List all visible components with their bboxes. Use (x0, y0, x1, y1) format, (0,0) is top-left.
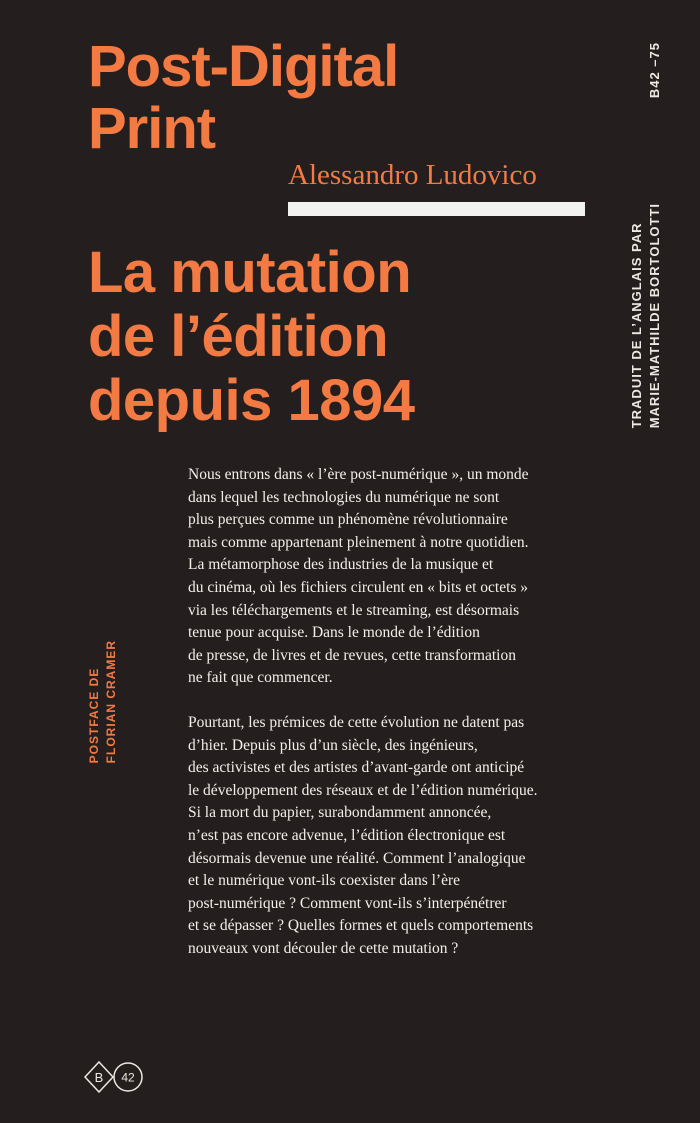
blurb-line: mais comme appartenant pleinement à notre quotidien. (188, 533, 529, 551)
blurb-line: nouveaux vont découler de cette mutation ? (188, 939, 459, 957)
french-title-line: de l’édition (88, 304, 389, 369)
blurb-line: du cinéma, où les fichiers circulent en « bits et octets » (188, 578, 529, 596)
blurb-line: ne fait que commencer. (188, 669, 333, 687)
series-code: B42 –75 (647, 42, 662, 99)
blurb-line: désormais devenue une réalité. Comment l’analogique (188, 849, 526, 867)
blurb-line: le développement des réseaux et de l’édition numérique. (188, 781, 538, 799)
postface-credit-line: POSTFACE DE (87, 667, 101, 764)
blurb-line: post-numérique ? Comment vont-ils s’interpénétrer (188, 894, 507, 912)
blurb-line: Si la mort du papier, surabondamment annoncée, (188, 804, 492, 822)
divider-bar (288, 202, 585, 216)
translator-credit-line: MARIE-MATHILDE BORTOLOTTI (647, 203, 662, 429)
english-title-line: Post-Digital (88, 34, 399, 99)
blurb-line: n’est pas encore advenue, l’édition électronique est (188, 826, 506, 844)
blurb-paragraph (188, 464, 628, 690)
blurb-line: de presse, de livres et de revues, cette transformation (188, 646, 516, 664)
french-title-line: depuis 1894 (88, 368, 415, 433)
blurb-line: La métamorphose des industries de la musique et (188, 556, 494, 574)
translator-credit (628, 203, 664, 428)
logo-letter: B (94, 1070, 104, 1085)
french-title (88, 241, 415, 433)
postface-credit (86, 640, 120, 763)
author-name: Alessandro Ludovico (288, 159, 537, 191)
blurb-line: tenue pour acquise. Dans le monde de l’édition (188, 624, 480, 642)
blurb-paragraph (188, 712, 628, 961)
blurb-line: plus perçues comme un phénomène révolutionnaire (188, 511, 508, 529)
blurb-line: dans lequel les technologies du numérique ne sont (188, 488, 500, 506)
logo-number: 42 (121, 1070, 135, 1085)
translator-credit-line: TRADUIT DE L’ANGLAIS PAR (629, 222, 644, 429)
back-cover-blurb (188, 464, 628, 982)
blurb-line: via les téléchargements et le streaming, est désormais (188, 601, 520, 619)
blurb-line: des activistes et des artistes d’avant-garde ont anticipé (188, 759, 525, 777)
english-title-line: Print (88, 96, 216, 161)
postface-credit-line: FLORIAN CRAMER (104, 640, 118, 764)
blurb-line: et le numérique vont-ils coexister dans l’ère (188, 872, 461, 890)
blurb-line: d’hier. Depuis plus d’un siècle, des ingénieurs, (188, 736, 478, 754)
publisher-logo (82, 1060, 146, 1094)
english-title (88, 36, 398, 160)
french-title-line: La mutation (88, 240, 412, 305)
blurb-line: et se dépasser ? Quelles formes et quels comportements (188, 917, 534, 935)
blurb-line: Pourtant, les prémices de cette évolution ne datent pas (188, 713, 525, 731)
blurb-line: Nous entrons dans « l’ère post-numérique », un monde (188, 466, 529, 483)
